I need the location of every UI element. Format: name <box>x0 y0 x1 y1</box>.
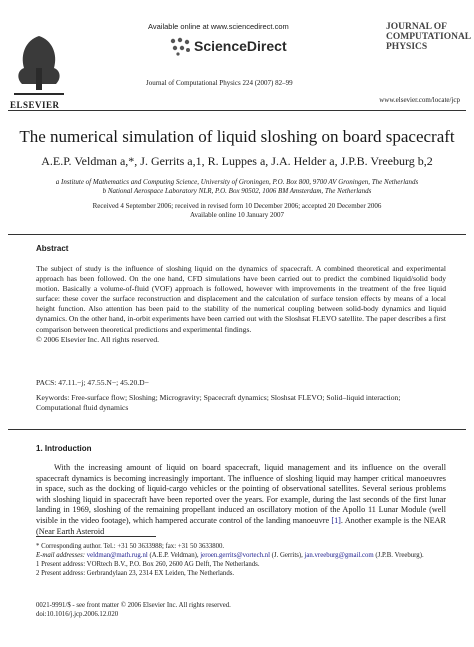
bottom-metadata <box>36 601 231 619</box>
email-link-veldman[interactable]: veldman@math.rug.nl <box>86 552 148 559</box>
article-title: The numerical simulation of liquid sloshing on board spacecraft <box>19 127 455 146</box>
publisher-name: ELSEVIER <box>10 100 60 110</box>
journal-name: JOURNAL OF COMPUTATIONAL PHYSICS <box>386 22 471 52</box>
keywords: Keywords: Free-surface flow; Sloshing; Microgravity; Spacecraft dynamics; Sloshsat FLEVO; Solid–liquid interaction; Computational fluid dynamics <box>36 393 401 412</box>
intro-text: With the increasing amount of liquid on board spacecraft, liquid management and its influence on the overall spacecraft dynamics is becoming increasingly important. The influence of sloshing liquid may hamper critical manoeuvres in space, such as the docking of liquid-cargo vehicles or the pointing of observational satellites. Several serious problems with sloshing liquid in spacecraft have been reported over the years. For example, during the last seconds of the first lunar landing in 1969, sloshing of the remaining propellant induced an oscillatory motion of the Apollo 11 Lunar Module (well visible in the video footage), which hampered accurate control of the landing manoeuvre <box>36 463 446 525</box>
abstract-body <box>36 264 446 345</box>
footnotes <box>36 542 446 578</box>
online-date: Available online 10 January 2007 <box>190 211 284 219</box>
email-name-gerrits: (J. Gerrits), <box>271 552 303 559</box>
corresponding-author-note: * Corresponding author. Tel.: +31 50 3633988; fax: +31 50 3633800. <box>36 543 225 550</box>
abstract-text: The subject of study is the influence of sloshing liquid on the dynamics of spacecraft. A combined theoretical and experimental approach has been followed. On the one hand, CFD simulations have been carried out to predict the combined liquid/solid body motion. Basically a volume-of-fluid (VOF) approach is followed, however with improvements in the treatment of the free liquid surface: these cover the surface reconstruction and displacement and the calculation of surface tension effects by means of a local height function. Also attention has been paid to the stability of the numerical coupling between solid-body dynamics and liquid dynamics. On the other hand, in-orbit experiments have been carried out with the Sloshsat FLEVO satellite. The paper describes a first comparison between theoretical predictions and experimental findings. <box>36 264 446 334</box>
copyright-line: © 2006 Elsevier Inc. All rights reserved. <box>36 334 160 344</box>
section-heading-introduction: 1. Introduction <box>36 444 92 453</box>
email-name-veldman: (A.E.P. Veldman), <box>149 552 199 559</box>
footnote-rule <box>36 536 156 537</box>
email-link-gerrits[interactable]: jeroen.gerrits@vortech.nl <box>200 552 270 559</box>
pacs-codes: PACS: 47.11.−j; 47.55.N−; 45.20.D− <box>36 378 149 387</box>
received-dates: Received 4 September 2006; received in revised form 10 December 2006; accepted 20 December 2006 <box>92 202 382 210</box>
reference-link-1[interactable]: [1] <box>331 515 341 525</box>
journal-header <box>8 18 471 122</box>
journal-citation: Journal of Computational Physics 224 (2007) 82–99 <box>146 79 293 87</box>
intro-paragraph <box>36 463 446 537</box>
journal-url-link[interactable]: www.elsevier.com/locate/jcp <box>379 96 460 104</box>
abstract-top-rule <box>8 234 466 235</box>
email-link-vreeburg[interactable]: jan.vreeburg@gmail.com <box>304 552 374 559</box>
email-name-vreeburg: (J.P.B. Vreeburg). <box>375 552 424 559</box>
footnote-1: 1 Present address: VORtech B.V., P.O. Box 260, 2600 AG Delft, The Netherlands. <box>36 561 260 568</box>
abstract-heading: Abstract <box>36 244 69 253</box>
available-online-text[interactable]: Available online at www.sciencedirect.com <box>148 22 289 31</box>
affiliation-a: a Institute of Mathematics and Computing Science, University of Groningen, P.O. Box 800, 9700 AV Groningen, The Netherlands <box>55 178 419 186</box>
sciencedirect-logo-icon <box>168 36 192 56</box>
footnote-2: 2 Present address: Gerbrandylaan 23, 2314 EX Leiden, The Netherlands. <box>36 570 235 577</box>
email-label: E-mail addresses: <box>36 552 86 559</box>
header-divider <box>8 110 466 111</box>
affiliation-b: b National Aerospace Laboratory NLR, P.O. Box 90502, 1006 BM Amsterdam, The Netherlands <box>102 187 372 195</box>
author-list: A.E.P. Veldman a,*, J. Gerrits a,1, R. Luppes a, J.A. Helder a, J.P.B. Vreeburg b,2 <box>41 154 433 168</box>
abstract-bottom-rule <box>8 429 466 430</box>
email-addresses <box>36 551 446 560</box>
intro-text-tail: . Another example is the NEAR (Near Earth Asteroid <box>36 515 446 536</box>
doi-line[interactable]: doi:10.1016/j.jcp.2006.12.020 <box>36 611 119 618</box>
sciencedirect-brand[interactable]: ScienceDirect <box>194 38 287 54</box>
issn-line: 0021-9991/$ - see front matter © 2006 Elsevier Inc. All rights reserved. <box>36 602 231 609</box>
